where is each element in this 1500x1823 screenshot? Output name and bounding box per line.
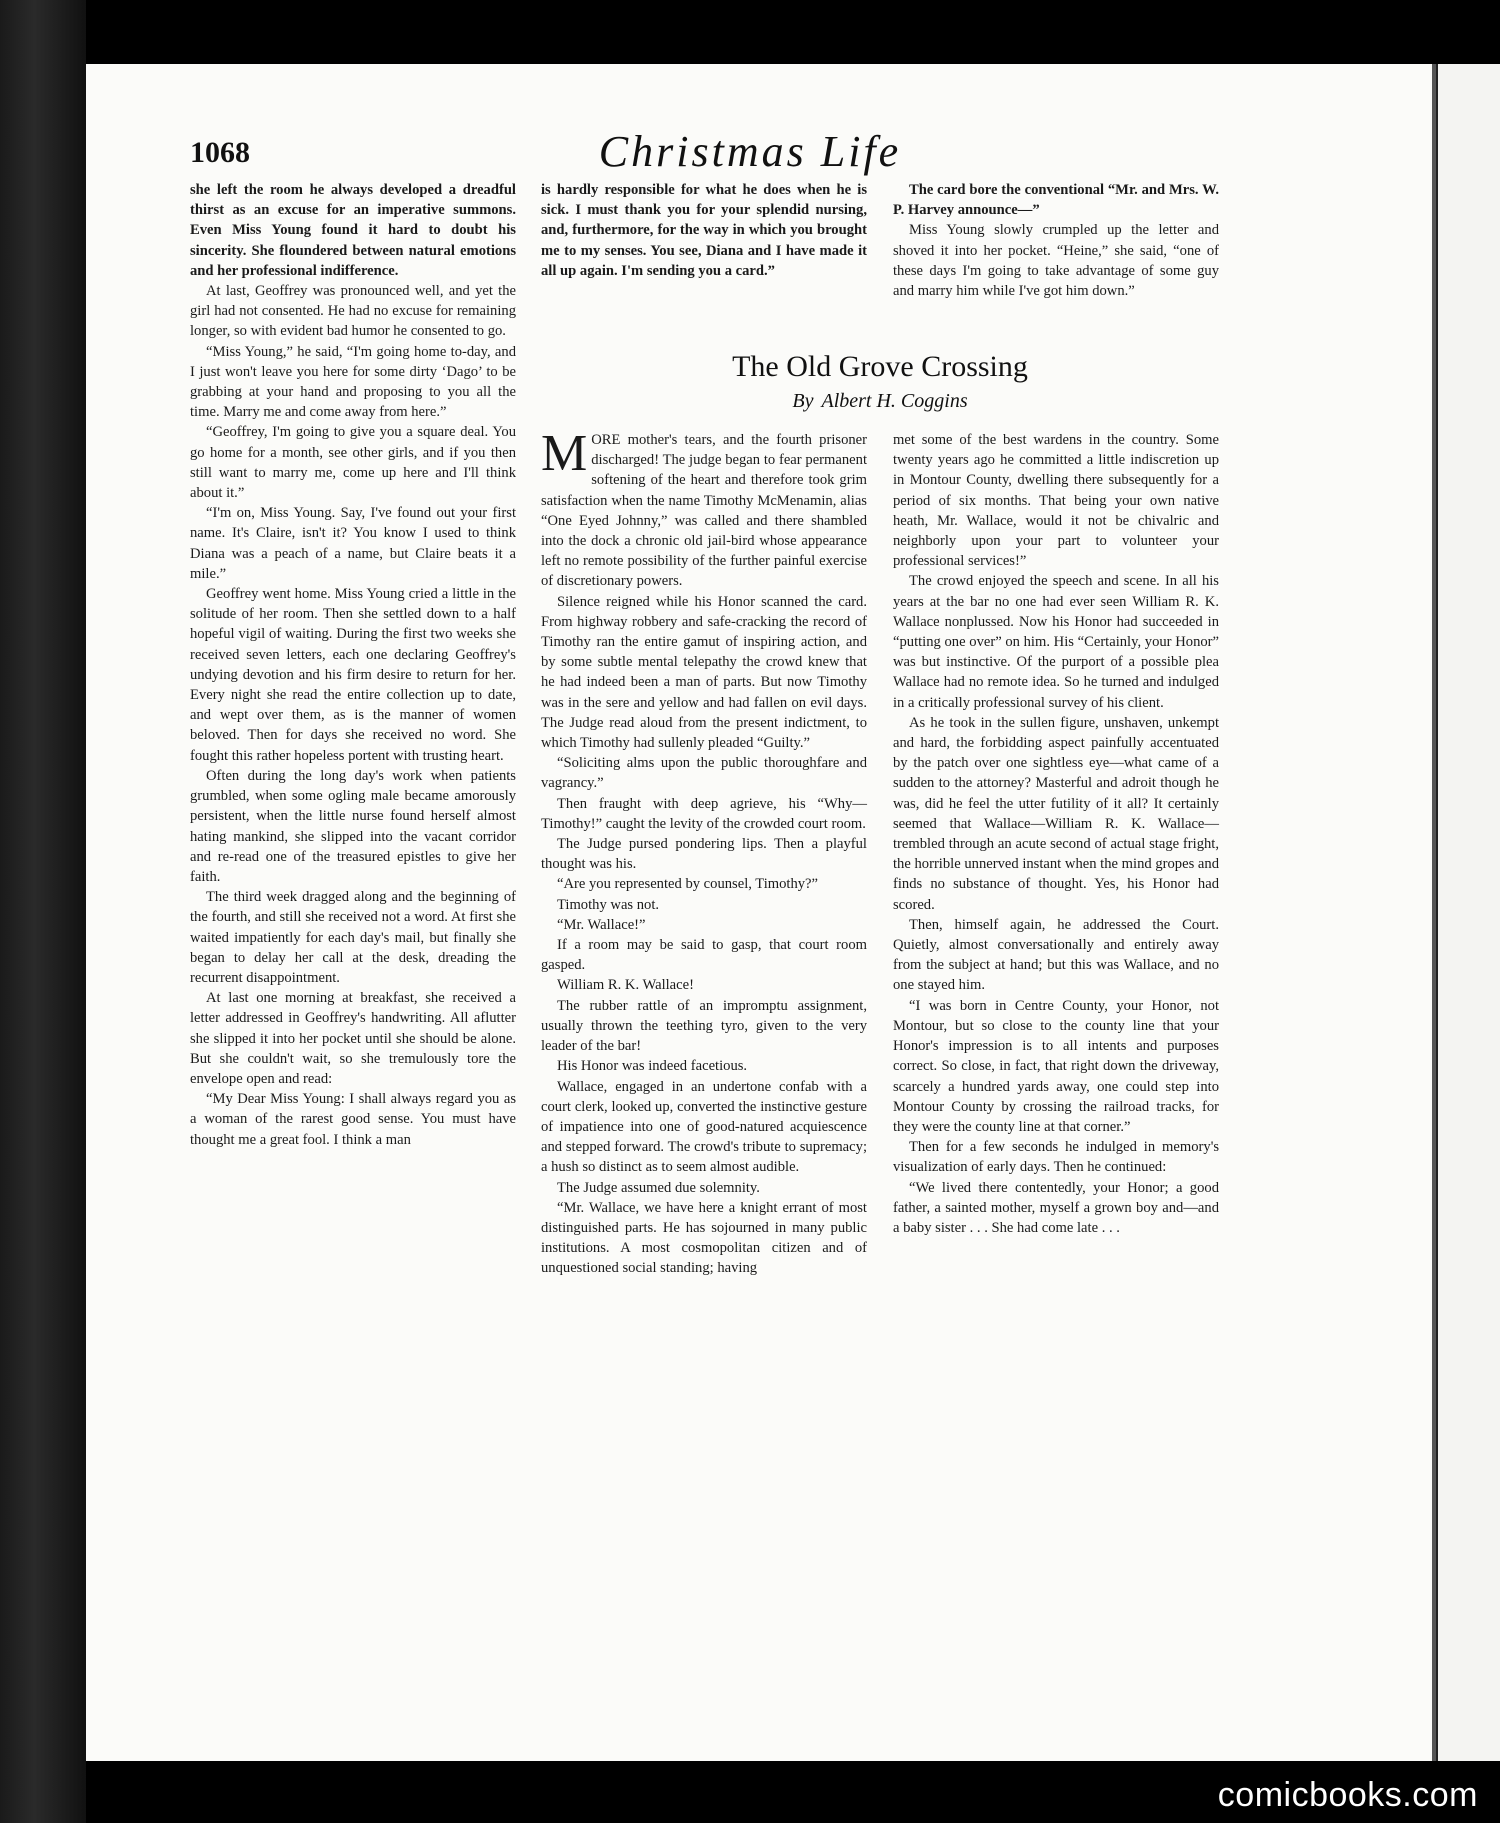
- paragraph: As he took in the sullen figure, unshaven, unkempt and hard, the forbidding aspect painfully accentuated by the patch over one sightless eye—what came of a sudden to the attorney? Masterful and adroit though he was, did he feel the utter futility of it all? It certainly seemed that Wallace—William R. K. Wallace—trembled through an acute second of actual stage fright, the horrible unnerved instant when the mind gropes and finds no substance of thought. Yes, his Honor had scored.: [893, 714, 1219, 913]
- paragraph: Geoffrey went home. Miss Young cried a little in the solitude of her room. Then she settled down to a half hopeful vigil of waiting. During the first two weeks she received seven letters, each one declaring Geoffrey's undying devotion and his firm desire to return for her. Every night she read the entire collection up to date, and wept over them, as is the manner of women beloved. Then for days she received no word. She fought this rather hopeless portent with trusting heart.: [190, 586, 516, 764]
- paragraph: Then fraught with deep agrieve, his “Why—Timothy!” caught the levity of the crowded court room.: [541, 795, 867, 832]
- paragraph: met some of the best wardens in the country. Some twenty years ago he committed a little indiscretion up in Montour County, dwelling there subsequently for a period of six months. That being your own native heath, Mr. Wallace, would it not be chivalric and neighborly upon your part to volunteer your professional services!”: [893, 432, 1219, 570]
- paragraph: “I'm on, Miss Young. Say, I've found out your first name. It's Claire, isn't it? You know I used to think Diana was a peach of a name, but Claire beats it a mile.”: [190, 505, 516, 582]
- paragraph: “Mr. Wallace!”: [557, 916, 646, 933]
- paragraph: “Miss Young,” he said, “I'm going home to-day, and I just won't leave you here for some dirty ‘Dago’ to be grabbing at your hand and proposing to you all the time. Marry me and come away from here.”: [190, 343, 516, 421]
- paragraph: At last one morning at breakfast, she received a letter addressed in Geoffrey's handwriting. All aflutter she slipped it into her pocket until she should be alone. But she couldn't wait, so she tremulously tore the envelope open and read:: [190, 990, 516, 1087]
- site-watermark: comicbooks.com: [1217, 1776, 1478, 1814]
- paragraph: His Honor was indeed facetious.: [557, 1058, 748, 1075]
- running-head: Christmas Life: [598, 127, 902, 176]
- scan-background-left: [0, 0, 86, 1823]
- paragraph: Often during the long day's work when patients grumbled, when some ogling male became amorously persistent, when the little nurse found herself almost hating mankind, she slipped into the vacant corridor and re-read one of the treasured epistles to give her faith.: [190, 767, 516, 885]
- paragraph: “We lived there contentedly, your Honor; a good father, a sainted mother, myself a grown boy and—and a baby sister . . . She had come late . . .: [893, 1179, 1219, 1236]
- column-2-top: [541, 180, 867, 281]
- paragraph: “Soliciting alms upon the public thoroughfare and vagrancy.”: [541, 755, 867, 792]
- paragraph: “Geoffrey, I'm going to give you a square deal. You go home for a month, see other girls, and if you then still want to marry me, come up here and I'll think about it.”: [190, 424, 516, 502]
- story-column-2: [893, 430, 1219, 1238]
- paragraph: “Mr. Wallace, we have here a knight errant of most distinguished parts. He has sojourned in many public institutions. A most cosmopolitan citizen and of unquestioned social standing; having: [541, 1199, 867, 1277]
- paragraph: she left the room he always developed a dreadful thirst as an excuse for an imperative summons. Even Miss Young found it hard to doubt his sincerity. She floundered between natural emotions and her professional indifference.: [190, 182, 516, 279]
- paragraph: “I was born in Centre County, your Honor, not Montour, but so close to the county line that your Honor's impression is to all intents and purposes correct. So close, in fact, that right down the driveway, scarcely a hundred yards away, one could step into Montour County by crossing the railroad tracks, for they were the county line at that corner.”: [893, 997, 1219, 1135]
- paragraph: Wallace, engaged in an undertone confab with a court clerk, looked up, converted the instinctive gesture of impatience into one of good-natured acquiescence and stepped forward. The crowd's tribute to supremacy; a hush so distinct as to seem almost audible.: [541, 1078, 867, 1176]
- paragraph: “Are you represented by counsel, Timothy?”: [557, 876, 819, 893]
- paragraph: Timothy was not.: [557, 896, 660, 913]
- adjacent-page-edge: [1436, 64, 1500, 1761]
- byline: [541, 390, 1219, 413]
- paragraph: The Judge pursed pondering lips. Then a playful thought was his.: [541, 836, 867, 873]
- paragraph: If a room may be said to gasp, that court room gasped.: [541, 937, 867, 974]
- byline-prefix: By: [792, 390, 814, 412]
- paragraph: Miss Young slowly crumpled up the letter and shoved it into her pocket. “Heine,” she said, “one of these days I'm going to take advantage of some guy and marry him while I've got him down.”: [893, 222, 1219, 300]
- story-title: The Old Grove Crossing: [732, 350, 1028, 383]
- paragraph: The third week dragged along and the beginning of the fourth, and still she received not a word. At first she waited impatiently for each day's mail, but finally she began to delay her call at the desk, dreading the recurrent disappointment.: [190, 889, 516, 986]
- opening-paragraph: [541, 425, 867, 592]
- opening-text: ORE mother's tears, and the fourth prisoner discharged! The judge began to fear permanent softening of the heart and therefore took grim satisfaction when the name Timothy McMenamin, alias “One Eyed Johnny,” was called and there shambled into the dock a chronic old jail-bird whose appearance left no remote possibility of the further painful exercise of discretionary powers.: [541, 432, 867, 590]
- paragraph: Then, himself again, he addressed the Court. Quietly, almost conversationally and entirely away from the subject at hand; but this was Wallace, and no one stayed him.: [893, 916, 1219, 994]
- paragraph: The card bore the conventional “Mr. and Mrs. W. P. Harvey announce—”: [893, 182, 1219, 219]
- column-1: [190, 180, 516, 1150]
- paragraph: Silence reigned while his Honor scanned the card. From highway robbery and safe-cracking the record of Timothy ran the entire gamut of inspiring action, and by some subtle mental telepathy the crowd knew that he had indeed been a man of parts. But now Timothy was in the sere and yellow and had fallen on evil days. The Judge read aloud from the present indictment, to which Timothy had sullenly pleaded “Guilty.”: [541, 593, 867, 752]
- paragraph: The rubber rattle of an impromptu assignment, usually thrown the teething tyro, given to the very leader of the bar!: [541, 997, 867, 1055]
- paragraph: William R. K. Wallace!: [557, 977, 694, 994]
- column-3-top: [893, 180, 1219, 301]
- paragraph: The crowd enjoyed the speech and scene. In all his years at the bar no one had ever seen William R. K. Wallace nonplussed. Now his Honor had succeeded in “putting one over” on him. His “Certainly, your Honor” was but instinctive. Of the purport of a possible plea Wallace had no remote idea. So he turned and indulged in a critically professional survey of his client.: [893, 573, 1219, 711]
- paragraph: The Judge assumed due solemnity.: [557, 1179, 760, 1196]
- drop-cap: M: [541, 425, 588, 482]
- story-column-1: [541, 425, 867, 1279]
- paragraph: “My Dear Miss Young: I shall always regard you as a woman of the rarest good sense. You must have thought me a great fool. I think a man: [190, 1091, 516, 1148]
- paragraph: is hardly responsible for what he does when he is sick. I must thank you for your splendid nursing, and, furthermore, for the way in which you brought me to my senses. You see, Diana and I have made it all up again. I'm sending you a card.”: [541, 182, 867, 279]
- author-name: Albert H. Coggins: [821, 390, 968, 412]
- page-number: 1068: [190, 136, 250, 169]
- paragraph: At last, Geoffrey was pronounced well, and yet the girl had not consented. He had no excuse for remaining longer, so with evident bad humor he consented to go.: [190, 283, 516, 340]
- paragraph: Then for a few seconds he indulged in memory's visualization of early days. Then he continued:: [893, 1139, 1219, 1176]
